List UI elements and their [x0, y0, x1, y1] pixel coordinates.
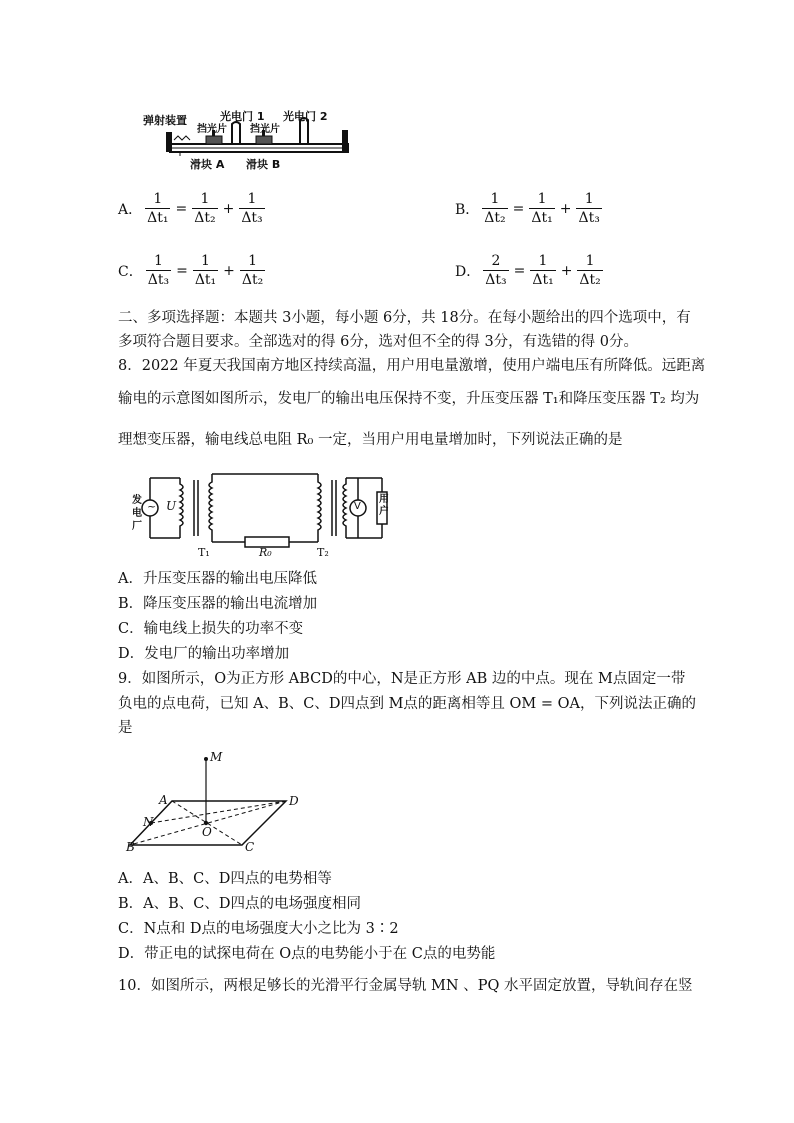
- q7-option-d[interactable]: D． $\frac{2}{\text{Δt₃}}$ = $\frac{1}{\text{Δt₁}}$ + $\frac{1}{\text{Δt₂}}$: [455, 253, 601, 288]
- point-n-label: N: [143, 815, 154, 829]
- num: 1: [153, 191, 163, 207]
- num: 1: [200, 191, 210, 207]
- sliderB-label: 滑块 B: [246, 158, 281, 171]
- launcher-label: 弹射装置: [143, 114, 187, 127]
- user-label: 用户: [379, 494, 389, 517]
- q8-line2: 输电的示意图如图所示，发电厂的输出电压保持不变，升压变压器 T₁和降压变压器 T₂ 均为: [118, 391, 700, 407]
- num: 1: [201, 253, 210, 269]
- num: 1: [248, 253, 258, 269]
- q9-option-b[interactable]: B．A、B、C、D四点的电场强度相同: [118, 896, 362, 912]
- den: Δt₃: [147, 272, 170, 288]
- den: Δt₂: [579, 272, 601, 288]
- option-letter: A．: [118, 201, 143, 218]
- q8-option-a[interactable]: A．升压变压器的输出电压降低: [118, 571, 317, 587]
- shade2-label: 挡光片: [250, 124, 280, 135]
- power-plant-label: 发电厂: [132, 495, 142, 532]
- num: 1: [585, 253, 595, 269]
- q8-line1: 8．2022 年夏天我国南方地区持续高温，用户用电量激增，使用户端电压有所降低。远距离: [118, 358, 706, 374]
- point-a-label: A: [159, 793, 168, 807]
- q9-option-c[interactable]: C．N点和 D点的电场强度大小之比为 3∶2: [118, 921, 399, 937]
- gate1-label: 光电门 1: [220, 110, 265, 123]
- num: 1: [247, 191, 257, 207]
- den: Δt₁: [531, 210, 553, 226]
- q8-line3: 理想变压器，输电线总电阻 R₀ 一定，当用户用电量增加时，下列说法正确的是: [118, 432, 623, 448]
- num: 1: [490, 191, 500, 207]
- den: Δt₁: [194, 272, 217, 288]
- shade1-label: 挡光片: [197, 124, 227, 135]
- den: Δt₁: [147, 210, 169, 226]
- q7-option-c[interactable]: C． $\frac{1}{\text{Δt₃}}$ = $\frac{1}{\text{Δt₁}}$ + $\frac{1}{\text{Δt₂}}$: [118, 253, 264, 288]
- sliderA-label: 滑块 A: [190, 158, 225, 171]
- num: 1: [584, 191, 594, 207]
- section2-line2: 多项符合题目要求。全部选对的得 6分，选对但不全的得 3分，有选错的得 0分。: [118, 334, 639, 350]
- den: Δt₂: [194, 210, 216, 226]
- q7-option-a[interactable]: A． $\frac{1}{\text{Δt₁}}$ = $\frac{1}{\text{Δt₂}}$ + $\frac{1}{\text{Δt₃}}$: [118, 191, 263, 226]
- voltmeter-symbol: V: [354, 501, 361, 512]
- q9-option-a[interactable]: A．A、B、C、D四点的电势相等: [118, 871, 332, 887]
- t1-label: T₁: [198, 546, 210, 559]
- point-d-label: D: [289, 794, 299, 808]
- den: Δt₁: [532, 272, 554, 288]
- q10-line1: 10．如图所示，两根足够长的光滑平行金属导轨 MN 、PQ 水平固定放置，导轨间存在竖: [118, 978, 693, 994]
- point-b-label: B: [126, 840, 135, 854]
- q9-line1: 9．如图所示，O为正方形 ABCD的中心，N是正方形 AB 边的中点。现在 M点固定一带: [118, 671, 686, 687]
- den: Δt₃: [485, 272, 507, 288]
- section2-line1: 二、多项选择题：本题共 3小题，每小题 6分，共 18分。在每小题给出的四个选项中，有: [118, 310, 691, 326]
- point-o-label: O: [202, 825, 212, 839]
- den: Δt₃: [241, 210, 263, 226]
- den: Δt₂: [241, 272, 264, 288]
- point-m-label: M: [210, 750, 223, 764]
- gate2-label: 光电门 2: [283, 110, 328, 123]
- num: 2: [491, 253, 501, 269]
- option-letter: B．: [455, 201, 480, 218]
- t2-label: T₂: [317, 546, 329, 559]
- num: 1: [537, 191, 547, 207]
- q9-option-d[interactable]: D．带正电的试探电荷在 O点的电势能小于在 C点的电势能: [118, 946, 496, 962]
- point-c-label: C: [245, 840, 255, 854]
- q8-option-c[interactable]: C．输电线上损失的功率不变: [118, 621, 304, 637]
- transmission-circuit-figure: [120, 470, 390, 566]
- r0-label: R₀: [259, 546, 272, 559]
- q8-option-b[interactable]: B．降压变压器的输出电流增加: [118, 596, 318, 612]
- num: 1: [538, 253, 548, 269]
- den: Δt₂: [484, 210, 506, 226]
- den: Δt₃: [578, 210, 600, 226]
- generator-symbol: ~: [147, 500, 157, 513]
- voltage-u-label: U: [166, 499, 177, 513]
- q9-line3: 是: [118, 720, 133, 736]
- q7-option-b[interactable]: B． $\frac{1}{\text{Δt₂}}$ = $\frac{1}{\text{Δt₁}}$ + $\frac{1}{\text{Δt₃}}$: [455, 191, 600, 226]
- num: 1: [153, 253, 163, 269]
- q8-option-d[interactable]: D．发电厂的输出功率增加: [118, 646, 290, 662]
- q9-line2: 负电的点电荷，已知 A、B、C、D四点到 M点的距离相等且 OM = OA，下列说法正确的: [118, 696, 696, 712]
- option-letter: C．: [118, 263, 143, 280]
- option-letter: D．: [455, 263, 481, 280]
